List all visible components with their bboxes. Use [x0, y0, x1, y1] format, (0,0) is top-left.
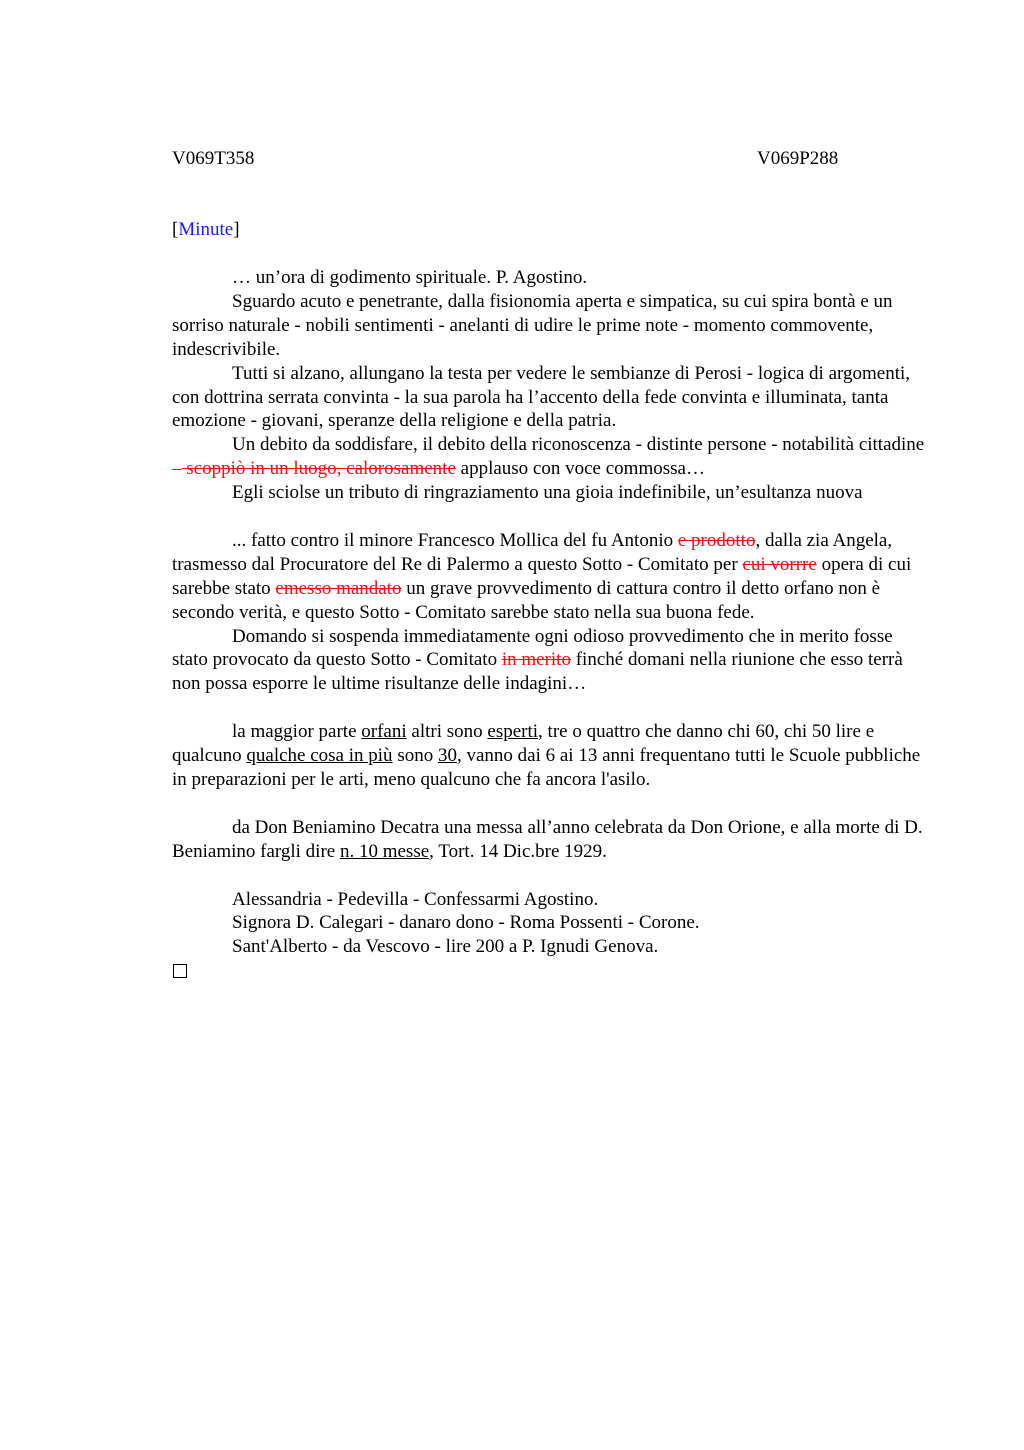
deleted-text: cui vorrre	[742, 553, 817, 575]
underlined-text: esperti	[487, 721, 539, 743]
paragraph-gap	[172, 864, 932, 888]
underlined-text: orfani	[361, 721, 407, 743]
text-segment: la maggior parte	[232, 721, 362, 743]
underlined-text: 30	[437, 745, 457, 767]
text-segment: Domando si sospenda immediatamente ogni odioso provvedimento che in merito fosse stato provocato da questo Sotto - Comitato	[172, 625, 893, 671]
text-segment: Un debito da soddisfare, il debito della riconoscenza - distinte persone - notabilità cittadine	[232, 434, 925, 456]
deleted-text: emesso mandato	[275, 577, 402, 599]
paragraph-7	[172, 625, 932, 697]
paragraph-6	[172, 529, 932, 625]
text-segment: , tre o quattro che danno chi 60, chi 50 lire e qualcuno	[172, 721, 875, 767]
deleted-text: in merito	[501, 649, 571, 671]
end-marker-checkbox-icon	[173, 964, 187, 978]
text-segment: altri sono	[406, 721, 488, 743]
paragraph-1: … un’ora di godimento spirituale. P. Agostino.	[232, 267, 588, 288]
label-minute: Minute	[178, 219, 234, 240]
underlined-text: qualche cosa in più	[246, 745, 393, 767]
paragraph-4	[172, 433, 932, 481]
paragraph-2: Sguardo acuto e penetrante, dalla fisionomia aperta e simpatica, su cui spira bontà e un sorriso naturale - nobili sentimenti - anelanti di udire le prime note - momento commovente, indescrivibile.	[172, 290, 893, 360]
document-body	[172, 266, 932, 978]
text-segment: finché domani nella riunione che esso terrà non possa esporre le ultime risultanze delle indagini…	[172, 649, 903, 695]
paragraph-gap	[172, 696, 932, 720]
text-segment: applauso con voce commossa…	[455, 458, 705, 480]
paragraph-12: Sant'Alberto - da Vescovo - lire 200 a P. Ignudi Genova.	[232, 936, 659, 958]
paragraph-gap	[172, 792, 932, 816]
text-segment: , dalla zia Angela, trasmesso dal Procuratore del Re di Palermo a questo Sotto - Comitato per	[172, 529, 893, 575]
paragraph-11: Signora D. Calegari - danaro dono - Roma Possenti - Corone.	[232, 912, 700, 934]
text-segment: , Tort. 14 Dic.bre 1929.	[429, 840, 607, 862]
text-segment: opera di cui sarebbe stato	[172, 553, 912, 599]
label-open-bracket: [	[172, 219, 179, 240]
text-segment: , vanno dai 6 ai 13 anni frequentano tutti le Scuole pubbliche in preparazioni per le arti, meno qualcuno che fa ancora l'asilo.	[172, 745, 921, 790]
deleted-text: scoppiò in un luogo, calorosamente	[181, 458, 456, 480]
underlined-text: n. 10 messe	[339, 840, 430, 862]
paragraph-9	[172, 816, 932, 864]
deleted-text: e prodotto	[677, 529, 756, 551]
text-segment: sono	[392, 745, 438, 767]
paragraph-10: Alessandria - Pedevilla - Confessarmi Agostino.	[232, 888, 599, 910]
document-code-right: V069P288	[757, 148, 839, 169]
section-label	[172, 218, 240, 242]
text-segment: un grave provvedimento di cattura contro il detto orfano non è secondo verità, e questo Sotto - Comitato sarebbe stato nella sua buona fede.	[172, 577, 881, 623]
text-segment: da Don Beniamino Decatra una messa all’anno celebrata da Don Orione, e alla morte di D. Beniamino fargli dire	[172, 816, 923, 862]
document-code-left: V069T358	[172, 148, 255, 169]
paragraph-5: Egli sciolse un tributo di ringraziamento una gioia indefinibile, un’esultanza nuova	[232, 482, 863, 504]
text-segment: ... fatto contro il minore Francesco Mollica del fu Antonio	[232, 529, 678, 551]
paragraph-gap	[172, 505, 932, 529]
label-close-bracket: ]	[233, 219, 240, 240]
paragraph-3: Tutti si alzano, allungano la testa per vedere le sembianze di Perosi - logica di argomenti, con dottrina serrata convinta - la sua parola ha l’accento della fede convinta e illuminata, tanta emozione - giovani, speranze della religione e della patria.	[172, 362, 911, 432]
deleted-dash: –	[172, 458, 182, 480]
paragraph-8	[172, 720, 932, 792]
